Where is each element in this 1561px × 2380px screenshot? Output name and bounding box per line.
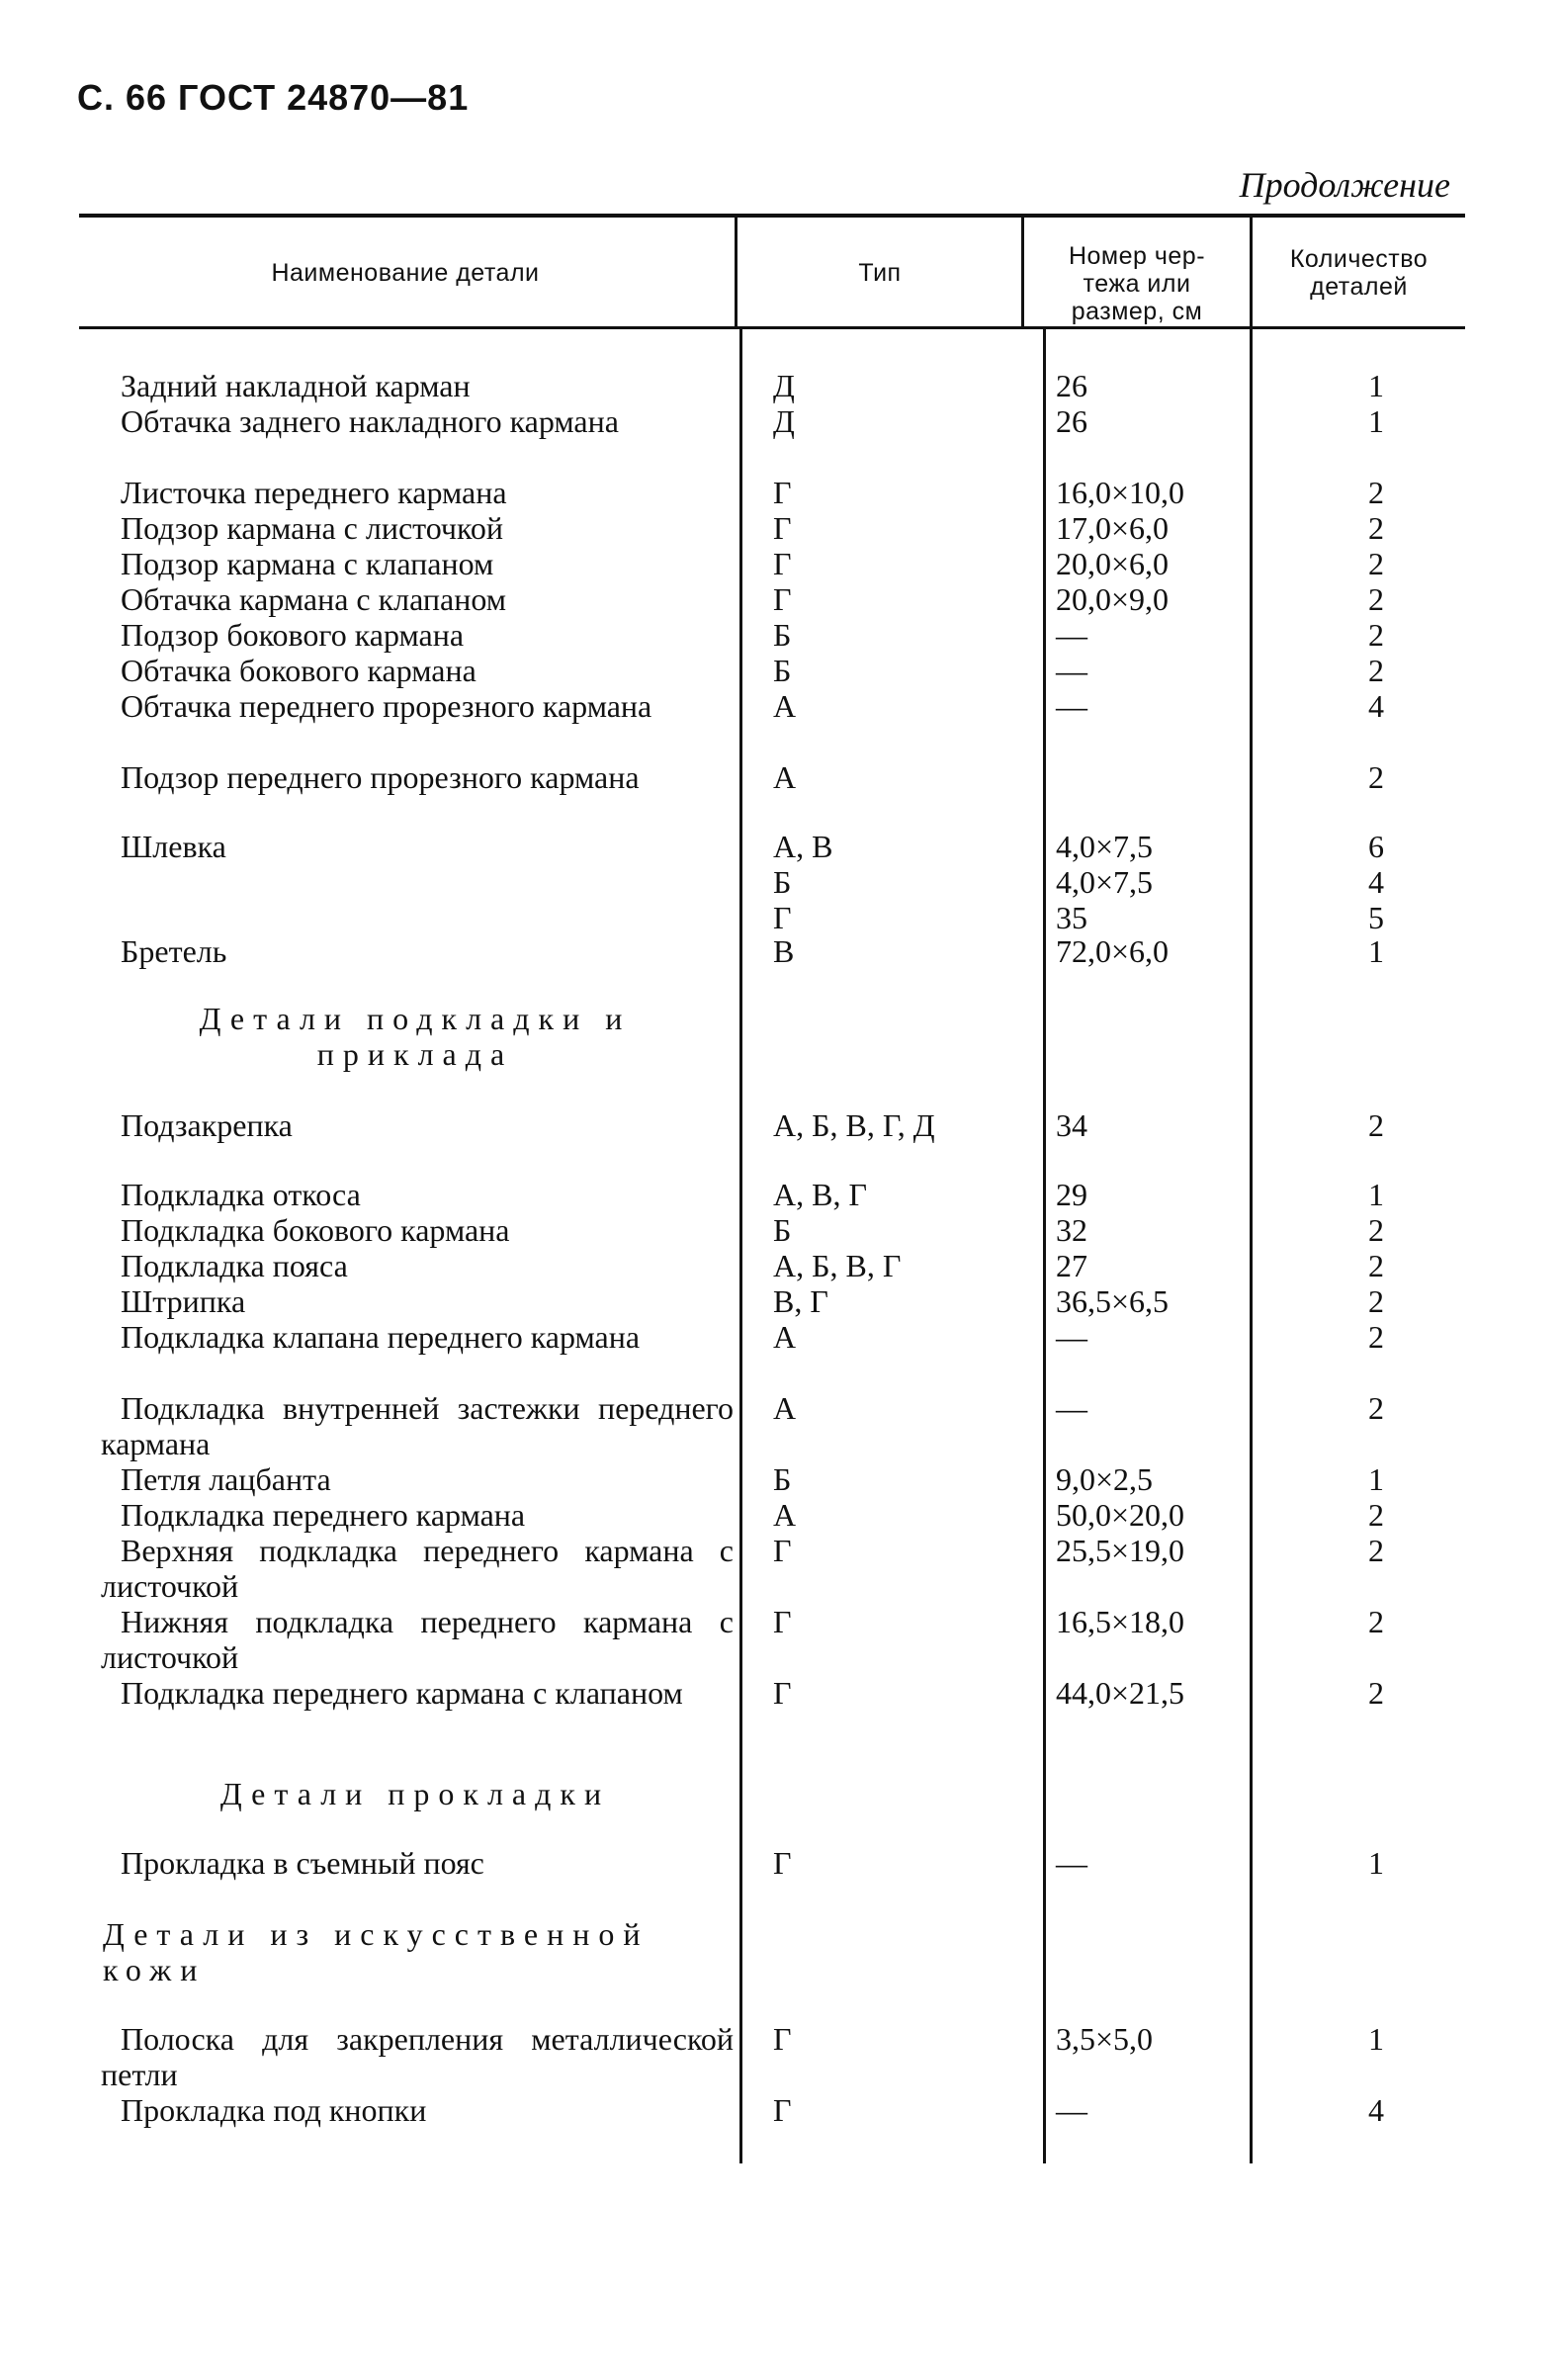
table-top-rule — [79, 214, 1465, 218]
part-quantity: 2 — [1368, 546, 1384, 581]
column-divider — [739, 329, 742, 2163]
part-drawing-size: 16,5×18,0 — [1056, 1604, 1185, 1639]
part-type: Б — [773, 617, 792, 653]
part-type: Г — [773, 475, 792, 510]
part-name: Подкладка откоса — [121, 1177, 361, 1212]
part-name: Прокладка в съемный пояс — [121, 1845, 484, 1881]
part-type: В, Г — [773, 1283, 828, 1319]
part-quantity: 2 — [1368, 1604, 1384, 1639]
part-name: Подкладка внутренней застежки переднего кармана — [101, 1390, 734, 1461]
part-drawing-size: — — [1056, 617, 1087, 653]
part-quantity: 2 — [1368, 1107, 1384, 1143]
part-name: Обтачка кармана с клапаном — [121, 581, 506, 617]
part-name: Нижняя подкладка переднего кармана с листочкой — [101, 1604, 734, 1675]
part-name: Петля лацбанта — [121, 1461, 331, 1497]
part-drawing-size: 20,0×6,0 — [1056, 546, 1170, 581]
part-drawing-size: 17,0×6,0 — [1056, 510, 1170, 546]
part-name: Подкладка переднего кармана с клапаном — [121, 1675, 683, 1711]
part-name: Обтачка бокового кармана — [121, 653, 477, 688]
part-name: Подзор кармана с клапаном — [121, 546, 494, 581]
part-quantity: 4 — [1368, 2092, 1384, 2128]
part-quantity: 2 — [1368, 617, 1384, 653]
part-quantity: 2 — [1368, 1497, 1384, 1533]
part-type: А — [773, 1319, 797, 1355]
part-drawing-size: 29 — [1056, 1177, 1087, 1212]
part-type: Б — [773, 653, 792, 688]
part-name: Подкладка клапана переднего кармана — [121, 1319, 641, 1355]
part-drawing-size: 26 — [1056, 403, 1087, 439]
part-quantity: 2 — [1368, 759, 1384, 795]
part-drawing-size: — — [1056, 1319, 1087, 1355]
header-quantity: Количество деталей — [1289, 245, 1429, 301]
part-type: Г — [773, 581, 792, 617]
section-heading: Детали из искусственной кожи — [103, 1916, 650, 1987]
part-quantity: 6 — [1368, 829, 1384, 864]
part-quantity: 1 — [1368, 368, 1384, 403]
part-name: Обтачка переднего прорезного кармана — [121, 688, 652, 724]
part-quantity: 1 — [1368, 1845, 1384, 1881]
part-drawing-size: 3,5×5,0 — [1056, 2021, 1154, 2057]
part-drawing-size: — — [1056, 2092, 1087, 2128]
part-drawing-size: 72,0×6,0 — [1056, 933, 1170, 969]
part-name: Подкладка бокового кармана — [121, 1212, 510, 1248]
part-type: Д — [773, 368, 795, 403]
part-drawing-size: 4,0×7,5 — [1056, 864, 1154, 900]
header-part-name: Наименование детали — [271, 259, 540, 287]
part-name: Шлевка — [121, 829, 226, 864]
part-drawing-size: — — [1056, 1845, 1087, 1881]
part-drawing-size: 32 — [1056, 1212, 1087, 1248]
part-drawing-size: 44,0×21,5 — [1056, 1675, 1185, 1711]
part-type: Г — [773, 2092, 792, 2128]
part-quantity: 4 — [1368, 688, 1384, 724]
part-quantity: 1 — [1368, 403, 1384, 439]
part-quantity: 2 — [1368, 1283, 1384, 1319]
part-name: Подкладка пояса — [121, 1248, 348, 1283]
part-quantity: 2 — [1368, 1319, 1384, 1355]
part-name: Прокладка под кнопки — [121, 2092, 427, 2128]
part-name: Листочка переднего кармана — [121, 475, 507, 510]
part-type: А — [773, 759, 797, 795]
part-name: Подзор кармана с листочкой — [121, 510, 504, 546]
part-name: Задний накладной карман — [121, 368, 471, 403]
column-divider — [1250, 329, 1253, 2163]
part-drawing-size: 26 — [1056, 368, 1087, 403]
header-type: Тип — [858, 259, 902, 287]
part-type: А, В — [773, 829, 833, 864]
part-name: Подкладка переднего кармана — [121, 1497, 526, 1533]
part-drawing-size: — — [1056, 688, 1087, 724]
part-type: А, Б, В, Г, Д — [773, 1107, 935, 1143]
part-type: Б — [773, 864, 792, 900]
part-quantity: 1 — [1368, 933, 1384, 969]
part-drawing-size: 16,0×10,0 — [1056, 475, 1185, 510]
part-drawing-size: 9,0×2,5 — [1056, 1461, 1154, 1497]
part-name: Верхняя подкладка переднего кармана с листочкой — [101, 1533, 734, 1604]
part-type: Г — [773, 1845, 792, 1881]
part-type: Б — [773, 1212, 792, 1248]
part-type: Г — [773, 1533, 792, 1568]
part-quantity: 4 — [1368, 864, 1384, 900]
part-type: Г — [773, 1604, 792, 1639]
part-drawing-size: 27 — [1056, 1248, 1087, 1283]
part-quantity: 5 — [1368, 900, 1384, 935]
part-type: А — [773, 688, 797, 724]
part-type: Г — [773, 510, 792, 546]
part-type: В — [773, 933, 795, 969]
part-type: А — [773, 1390, 797, 1426]
part-drawing-size: — — [1056, 653, 1087, 688]
part-name: Подзор переднего прорезного кармана — [121, 759, 640, 795]
header-bottom-rule — [79, 326, 1465, 329]
column-divider — [1043, 329, 1046, 2163]
part-type: Г — [773, 1675, 792, 1711]
part-quantity: 2 — [1368, 1675, 1384, 1711]
part-quantity: 2 — [1368, 510, 1384, 546]
part-type: А, В, Г — [773, 1177, 867, 1212]
part-drawing-size: 34 — [1056, 1107, 1087, 1143]
part-drawing-size: 50,0×20,0 — [1056, 1497, 1185, 1533]
part-name: Подзор бокового кармана — [121, 617, 465, 653]
part-quantity: 2 — [1368, 1248, 1384, 1283]
part-type: Г — [773, 2021, 792, 2057]
part-name: Полоска для закрепления металлической петли — [101, 2021, 734, 2092]
part-drawing-size: 36,5×6,5 — [1056, 1283, 1170, 1319]
section-heading: Детали подкладки и приклада — [199, 1001, 632, 1072]
part-quantity: 2 — [1368, 1212, 1384, 1248]
part-quantity: 2 — [1368, 653, 1384, 688]
part-drawing-size: 20,0×9,0 — [1056, 581, 1170, 617]
part-type: Д — [773, 403, 795, 439]
part-quantity: 2 — [1368, 475, 1384, 510]
page-header: С. 66 ГОСТ 24870—81 — [77, 77, 470, 118]
part-type: Г — [773, 900, 792, 935]
part-quantity: 1 — [1368, 2021, 1384, 2057]
part-type: Б — [773, 1461, 792, 1497]
part-name: Бретель — [121, 933, 227, 969]
part-type: А — [773, 1497, 797, 1533]
header-drawing-size: Номер чер- тежа или размер, см — [1068, 242, 1206, 325]
part-quantity: 1 — [1368, 1177, 1384, 1212]
part-drawing-size: 35 — [1056, 900, 1087, 935]
part-quantity: 2 — [1368, 1533, 1384, 1568]
part-drawing-size: — — [1056, 1390, 1087, 1426]
part-name: Штрипка — [121, 1283, 246, 1319]
part-name: Подзакрепка — [121, 1107, 293, 1143]
part-quantity: 2 — [1368, 581, 1384, 617]
part-drawing-size: 25,5×19,0 — [1056, 1533, 1185, 1568]
part-name: Обтачка заднего накладного кармана — [121, 403, 619, 439]
part-drawing-size: 4,0×7,5 — [1056, 829, 1154, 864]
section-heading: Детали прокладки — [219, 1776, 611, 1811]
part-type: А, Б, В, Г — [773, 1248, 902, 1283]
continuation-label: Продолжение — [1239, 165, 1450, 205]
part-quantity: 2 — [1368, 1390, 1384, 1426]
part-quantity: 1 — [1368, 1461, 1384, 1497]
part-type: Г — [773, 546, 792, 581]
